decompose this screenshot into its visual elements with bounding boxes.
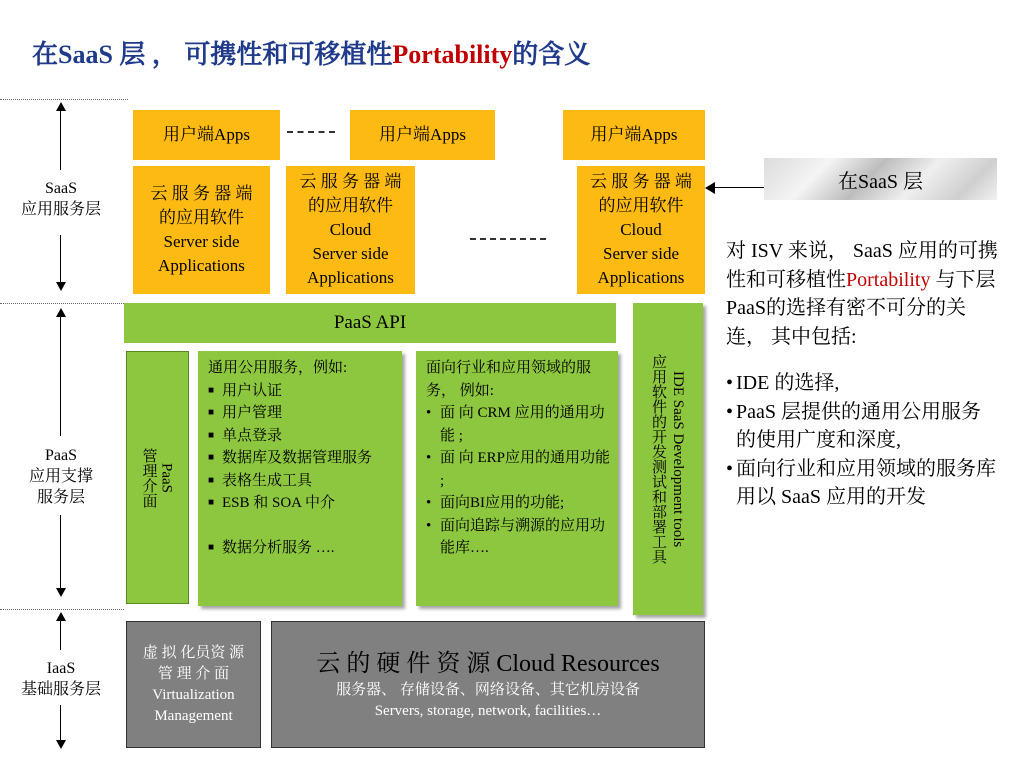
note-intro-highlight: Portability bbox=[846, 268, 931, 291]
industry-service-item: • 面 向 CRM 应用的通用功能 ; bbox=[426, 402, 610, 447]
cloud-resources-sub-en: Servers, storage, network, facilities… bbox=[374, 702, 602, 719]
layer-label-saas: SaaS 应用服务层 bbox=[20, 180, 101, 218]
note-intro bbox=[726, 237, 998, 351]
server-app-box-1: 云 服 务 器 端 的应用软件 Server side Applications bbox=[133, 166, 270, 294]
cloud-resources-box bbox=[271, 621, 705, 748]
ide-tools-box bbox=[633, 303, 703, 615]
client-apps-box-2: 用户端Apps bbox=[350, 110, 495, 160]
saas-arrow-down-line bbox=[60, 235, 61, 283]
industry-service-item: • 面向追踪与溯源的应用功能库…. bbox=[426, 515, 610, 560]
title-suffix: 的含义 bbox=[512, 40, 591, 69]
common-services-heading: 通用公用服务，例如: bbox=[208, 360, 348, 376]
paas-mgmt-label: PaaS 管理介面 bbox=[140, 447, 175, 508]
industry-services-box bbox=[416, 351, 618, 606]
page-title bbox=[32, 34, 590, 71]
saas-arrow-up-icon bbox=[56, 102, 66, 111]
spacer bbox=[208, 515, 394, 537]
common-service-item: ■ ESB 和 SOA 中介 bbox=[208, 492, 394, 515]
paas-arrow-down-line bbox=[60, 515, 61, 589]
industry-services-heading: 面向行业和应用领域的服务， 例如: bbox=[426, 360, 592, 399]
iaas-arrow-up-line bbox=[60, 620, 61, 650]
separator-top bbox=[0, 99, 128, 100]
note-bullet: • 面向行业和应用领域的服务库用以 SaaS 应用的开发 bbox=[726, 455, 998, 512]
industry-service-item: • 面 向 ERP应用的通用功能 ; bbox=[426, 447, 610, 492]
note-intro-part2: 与下层PaaS的选择有密不可分的关连， 其中包括: bbox=[726, 268, 996, 348]
title-prefix: 在SaaS 层 ， 可携性和可移植性 bbox=[32, 40, 393, 69]
layer-label-paas: PaaS 应用支撑 服务层 bbox=[28, 447, 93, 506]
virtualization-mgmt-box: 虚 拟 化员资 源 管 理 介 面 Virtualization Management bbox=[126, 621, 261, 748]
paas-arrow-up-icon bbox=[56, 308, 66, 317]
ide-tools-label: IDE SaaS Development tools 应用软件的开发测试和部署工具 bbox=[650, 354, 686, 564]
explanation-note bbox=[726, 237, 998, 512]
paas-arrow-up-line bbox=[60, 316, 61, 436]
saas-callout-box: 在SaaS 层 bbox=[764, 158, 997, 200]
common-services-box bbox=[198, 351, 402, 606]
layer-label-iaas: IaaS 基础服务层 bbox=[20, 660, 101, 698]
client-apps-box-3: 用户端Apps bbox=[563, 110, 705, 160]
cloud-resources-title: 云 的 硬 件 资 源 Cloud Resources bbox=[316, 650, 660, 677]
callout-arrow-icon bbox=[705, 182, 715, 194]
saas-arrow-down-icon bbox=[56, 282, 66, 291]
iaas-arrow-down-line bbox=[60, 705, 61, 741]
iaas-arrow-up-icon bbox=[56, 612, 66, 621]
separator-paas-iaas bbox=[0, 609, 124, 610]
ellipsis-dashes-apps bbox=[287, 131, 335, 133]
cloud-resources-sub-cn: 服务器、 存储设备、网络设备、其它机房设备 bbox=[336, 681, 640, 698]
note-bullet: • PaaS 层提供的通用公用服务的使用广度和深度, bbox=[726, 398, 998, 455]
callout-arrow-line bbox=[710, 187, 765, 188]
iaas-arrow-down-icon bbox=[56, 740, 66, 749]
server-app-box-2: 云 服 务 器 端 的应用软件 Cloud Server side Applications bbox=[286, 166, 415, 294]
industry-service-item: • 面向BI应用的功能; bbox=[426, 492, 610, 515]
common-service-item: ■ 数据分析服务 …. bbox=[208, 537, 394, 560]
paas-api-bar: PaaS API bbox=[124, 303, 616, 343]
ellipsis-dashes-servers bbox=[470, 238, 546, 240]
server-app-box-3: 云 服 务 器 端 的应用软件 Cloud Server side Applications bbox=[577, 166, 705, 294]
note-intro-part1: 对 ISV 来说， SaaS 应用的可携性和可移植性 bbox=[726, 240, 998, 291]
common-service-item: ■ 数据库及数据管理服务 bbox=[208, 447, 394, 470]
common-service-item: ■ 单点登录 bbox=[208, 425, 394, 448]
saas-arrow-up-line bbox=[60, 110, 61, 170]
paas-mgmt-box bbox=[126, 351, 189, 604]
common-service-item: ■ 表格生成工具 bbox=[208, 470, 394, 493]
title-highlight: Portability bbox=[392, 40, 513, 69]
note-bullet: • IDE 的选择, bbox=[726, 369, 998, 398]
common-service-item: ■ 用户管理 bbox=[208, 402, 394, 425]
client-apps-box-1: 用户端Apps bbox=[133, 110, 280, 160]
separator-saas-paas bbox=[0, 303, 126, 304]
common-service-item: ■ 用户认证 bbox=[208, 380, 394, 403]
paas-arrow-down-icon bbox=[56, 588, 66, 597]
